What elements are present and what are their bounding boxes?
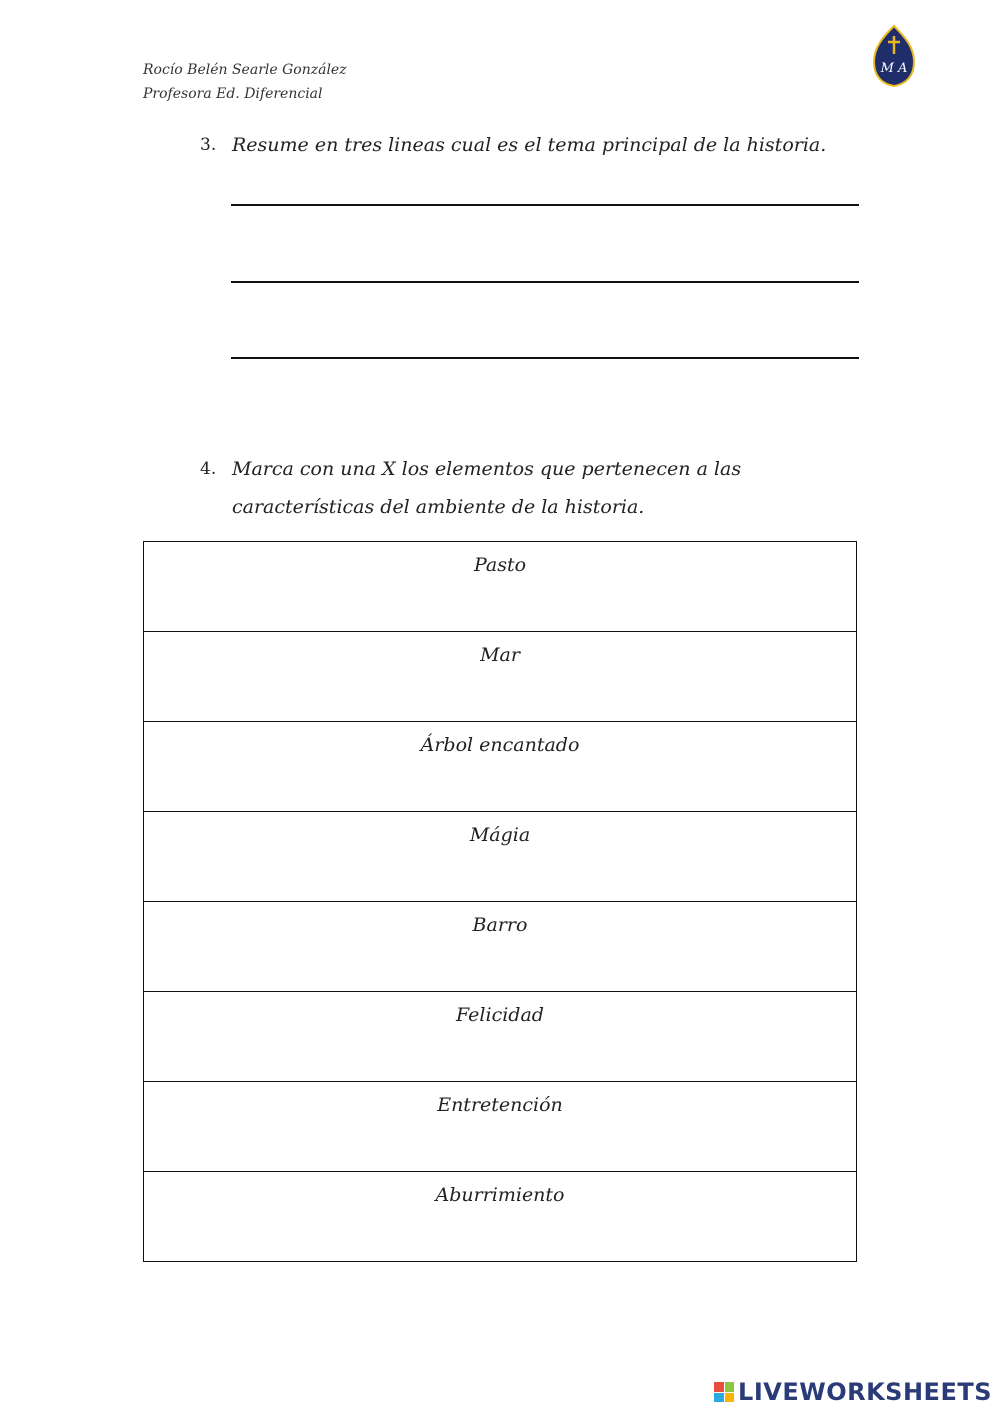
answer-line-3[interactable] (231, 357, 859, 359)
row-label: Aburrimiento (435, 1184, 565, 1206)
answer-line-1[interactable] (231, 204, 859, 206)
row-label: Mágia (469, 824, 531, 846)
table-row[interactable] (144, 1171, 856, 1261)
question-4-number: 4. (200, 459, 217, 479)
crest-letters: M A (880, 61, 908, 76)
question-3-number: 3. (200, 135, 217, 155)
author-role: Profesora Ed. Diferencial (143, 86, 323, 102)
table-row[interactable] (144, 811, 856, 901)
answer-line-2[interactable] (231, 281, 859, 283)
table-row[interactable] (144, 901, 856, 991)
table-row[interactable] (144, 631, 856, 721)
table-row[interactable] (144, 991, 856, 1081)
table-row[interactable] (144, 721, 856, 811)
document-header (143, 58, 347, 106)
row-label: Árbol encantado (420, 734, 580, 756)
row-label: Barro (472, 914, 528, 936)
question-3-text: Resume en tres lineas cual es el tema principal de la historia. (232, 134, 827, 156)
row-label: Entretención (437, 1094, 563, 1116)
table-row[interactable] (144, 1081, 856, 1171)
row-label: Felicidad (456, 1004, 544, 1026)
row-label: Pasto (473, 554, 527, 576)
author-name: Rocío Belén Searle González (143, 62, 347, 78)
row-label: Mar (480, 644, 520, 666)
school-crest-icon (870, 24, 918, 88)
elements-table (143, 541, 857, 1262)
table-row[interactable] (144, 542, 856, 631)
liveworksheets-brand[interactable] (714, 1379, 992, 1405)
liveworksheets-logo-icon (714, 1382, 734, 1402)
question-4-text: Marca con una X los elementos que pertenecen a las características del ambiente de la historia. (232, 458, 742, 518)
brand-text: LIVEWORKSHEETS (738, 1378, 992, 1406)
